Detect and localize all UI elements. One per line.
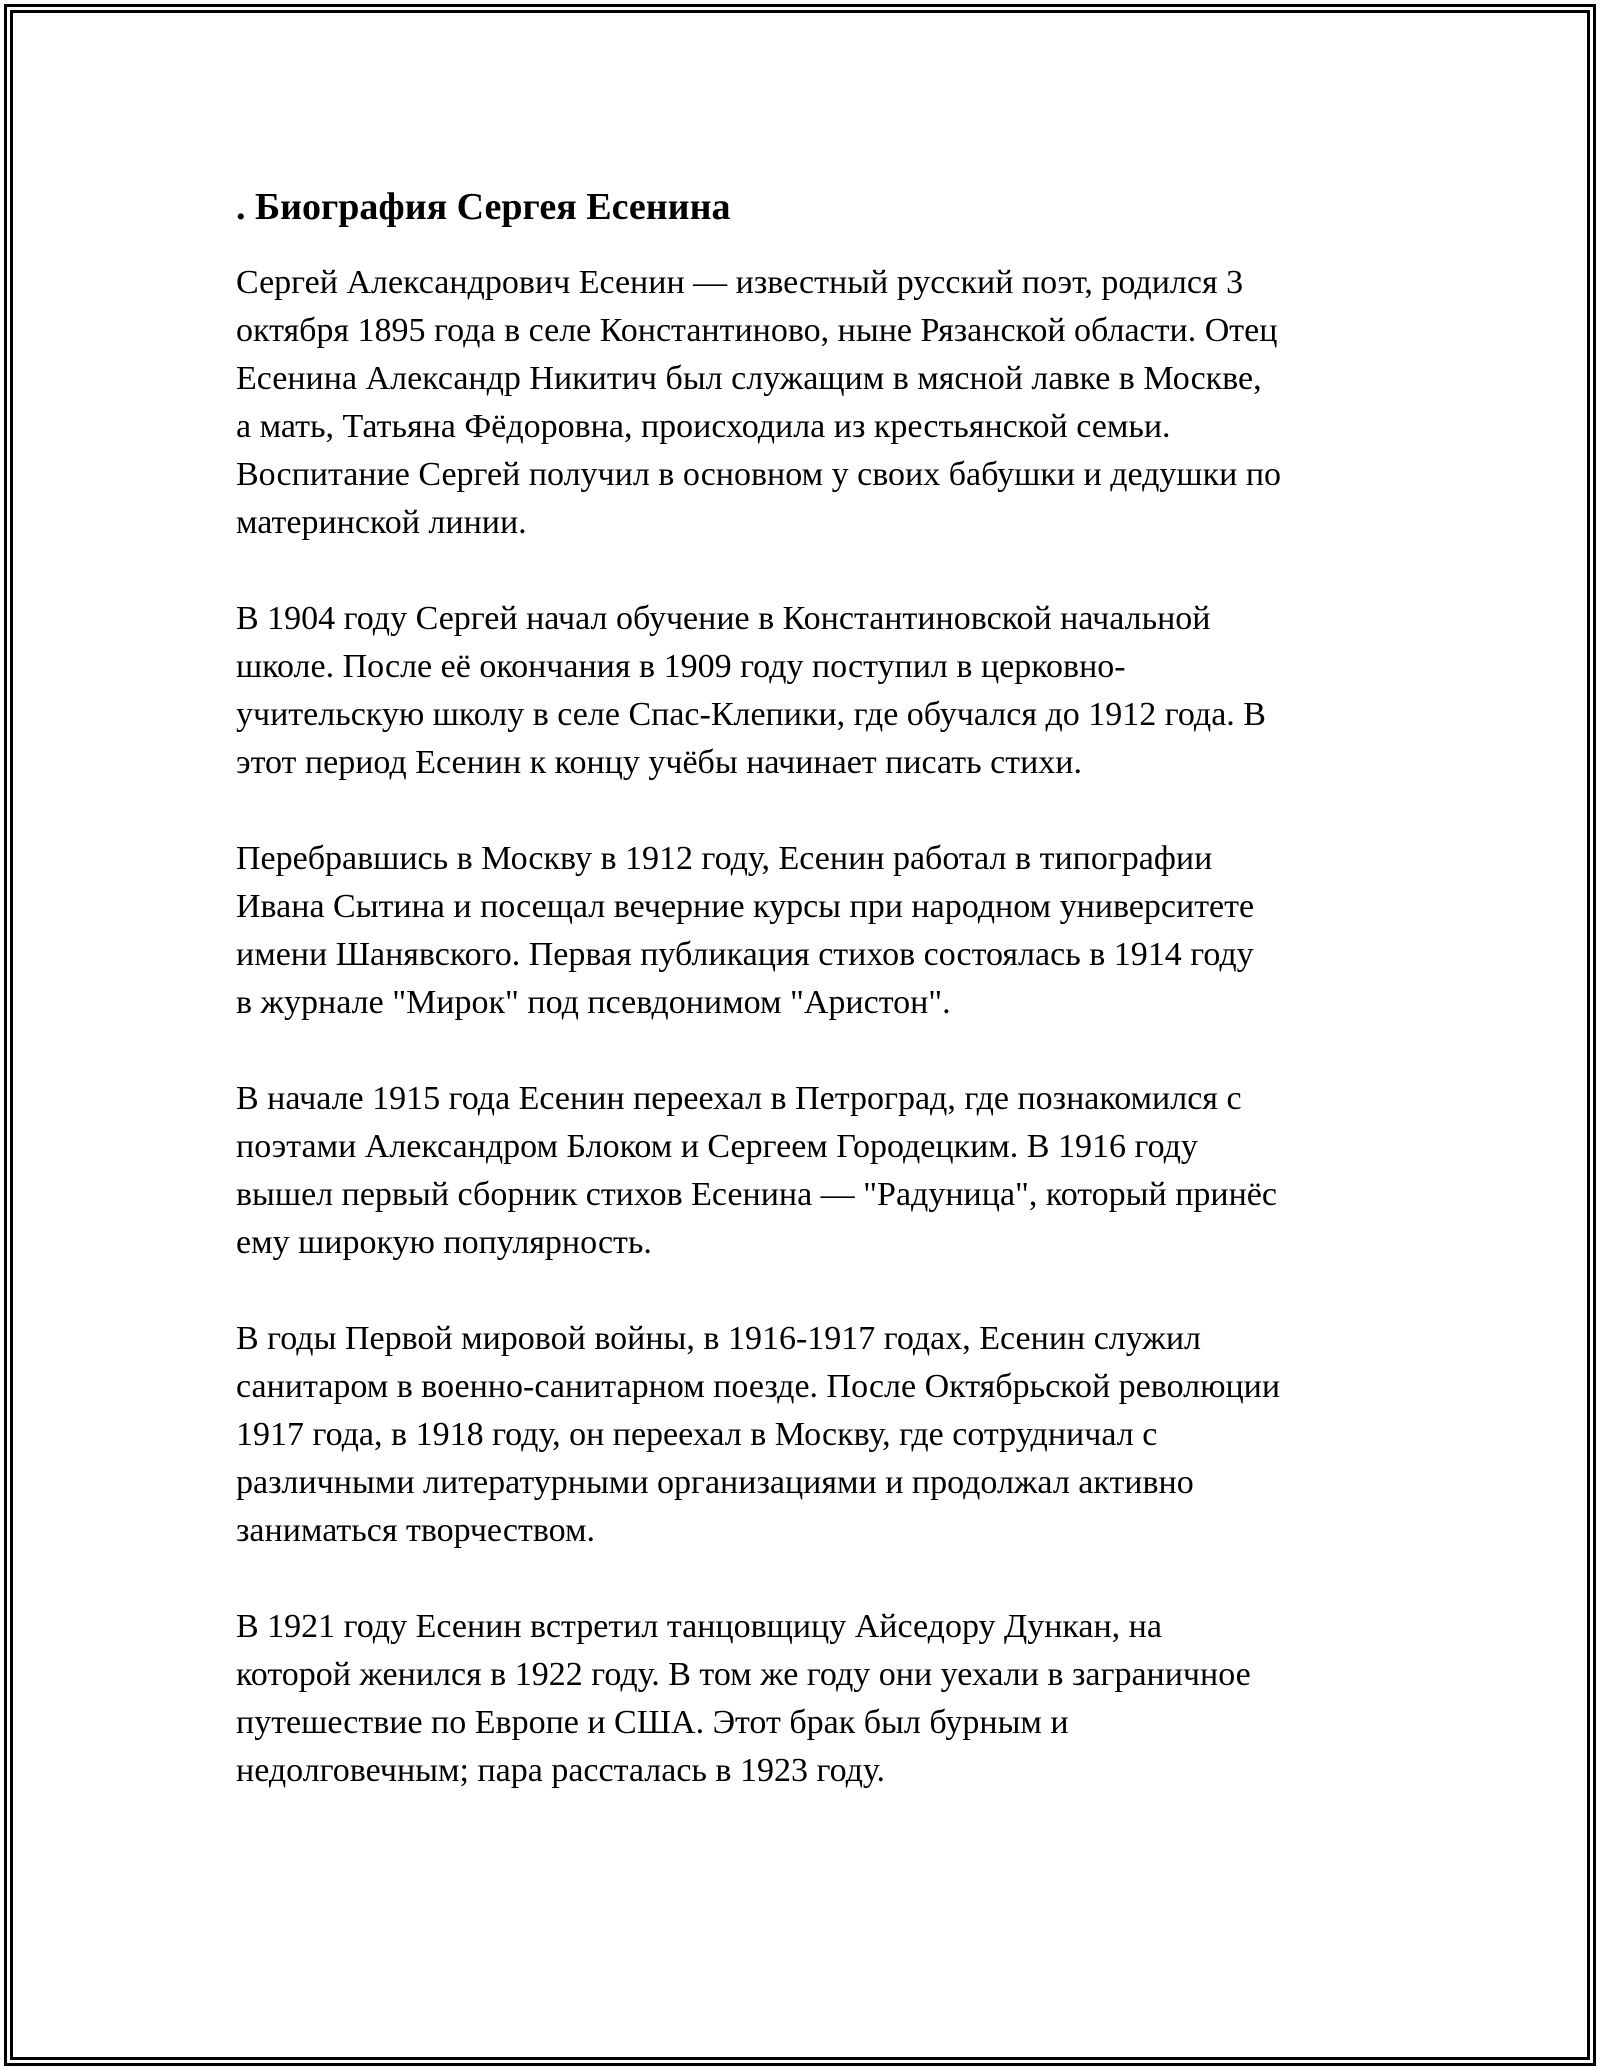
text-line: заниматься творчеством. [236,1511,596,1549]
text-line: различными литературными организациями и продолжал активно [236,1463,1194,1501]
text-line: октября 1895 года в селе Константиново, ныне Рязанской области. Отец [236,311,1278,349]
text-line: 1917 года, в 1918 году, он переехал в Москву, где сотрудничал с [236,1415,1158,1453]
paragraph-6 [236,1603,1386,1795]
text-line: Ивана Сытина и посещал вечерние курсы при народном университете [236,887,1255,925]
text-line: В начале 1915 года Есенин переехал в Петроград, где познакомился с [236,1079,1242,1117]
paragraph-5 [236,1315,1386,1555]
text-line: санитаром в военно-санитарном поезде. После Октябрьской революции [236,1367,1281,1405]
text-line: ему широкую популярность. [236,1223,652,1261]
text-line: учительскую школу в селе Спас-Клепики, где обучался до 1912 года. В [236,695,1266,733]
text-line: Воспитание Сергей получил в основном у своих бабушки и дедушки по [236,455,1282,493]
paragraph-2 [236,595,1386,787]
text-line: Есенина Александр Никитич был служащим в мясной лавке в Москве, [236,359,1262,397]
paragraph-1 [236,259,1386,547]
text-line: Перебравшись в Москву в 1912 году, Есенин работал в типографии [236,839,1213,877]
text-line: а мать, Татьяна Фёдоровна, происходила из крестьянской семьи. [236,407,1171,445]
text-line: путешествие по Европе и США. Этот брак был бурным и [236,1703,1069,1741]
text-line: В 1904 году Сергей начал обучение в Константиновской начальной [236,599,1211,637]
text-line: недолговечным; пара рассталась в 1923 году. [236,1751,885,1789]
document-title: . Биография Сергея Есенина [236,186,731,228]
paragraph-4 [236,1075,1386,1267]
document-body [236,184,1386,1843]
text-line: материнской линии. [236,503,527,541]
text-line: Сергей Александрович Есенин — известный русский поэт, родился 3 [236,263,1244,301]
text-line: этот период Есенин к концу учёбы начинает писать стихи. [236,743,1082,781]
text-line: имени Шанявского. Первая публикация стихов состоялась в 1914 году [236,935,1254,973]
text-line: школе. После её окончания в 1909 году поступил в церковно- [236,647,1126,685]
text-line: В годы Первой мировой войны, в 1916-1917 годах, Есенин служил [236,1319,1201,1357]
text-line: которой женился в 1922 году. В том же году они уехали в заграничное [236,1655,1251,1693]
paragraph-3 [236,835,1386,1027]
text-line: в журнале "Мирок" под псевдонимом "Аристон". [236,983,951,1021]
text-line: В 1921 году Есенин встретил танцовщицу Айседору Дункан, на [236,1607,1162,1645]
text-line: вышел первый сборник стихов Есенина — "Радуница", который принёс [236,1175,1277,1213]
text-line: поэтами Александром Блоком и Сергеем Городецким. В 1916 году [236,1127,1198,1165]
